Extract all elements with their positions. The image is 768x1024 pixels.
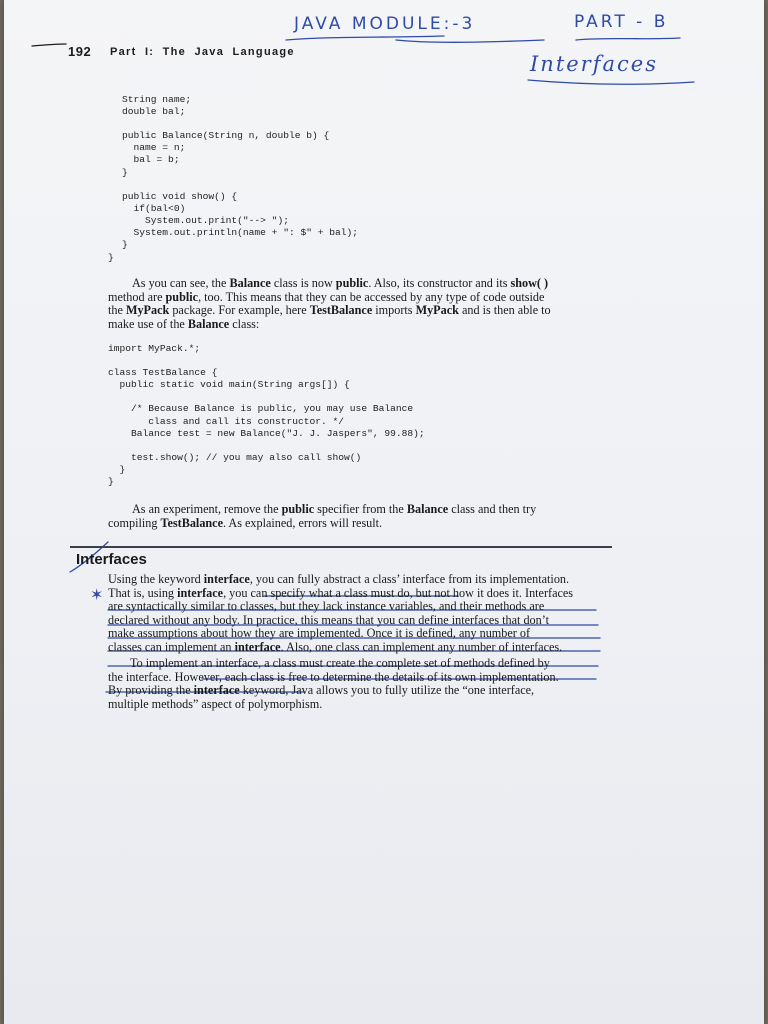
bold-term: interface xyxy=(177,585,224,600)
code-line: class TestBalance { xyxy=(108,367,218,379)
paragraph-interface-definition xyxy=(108,573,573,655)
paragraph-line: are syntactically similar to classes, but they lack instance variables, and their methods are xyxy=(108,599,545,614)
bold-term: Balance xyxy=(406,502,449,516)
paragraph-experiment xyxy=(108,503,536,530)
code-line xyxy=(108,391,425,403)
paragraph-implementing-interface xyxy=(108,657,559,711)
code-line: System.out.println(name + ": $" + bal); xyxy=(122,227,359,239)
code-line xyxy=(122,179,358,191)
code-line: double bal; xyxy=(122,106,186,118)
code-line: Balance test = new Balance("J. J. Jaspers", 99.88); xyxy=(108,427,425,439)
code-line: } xyxy=(108,463,126,475)
bold-term: show( ) xyxy=(510,276,549,290)
page-number: 192 xyxy=(68,44,92,59)
paragraph-line: make use of the Balance class: xyxy=(108,316,260,331)
code-line: System.out.print("--> "); xyxy=(122,214,289,226)
handwritten-subtitle: Interfaces xyxy=(530,52,658,76)
paragraph-line: classes can implement an interface. Also, one class can implement any number of interfaces. xyxy=(108,639,563,654)
paragraph-line: As an experiment, remove the public specifier from the Balance class and then try xyxy=(132,502,537,516)
paragraph-line: compiling TestBalance. As explained, errors will result. xyxy=(108,515,383,530)
bold-term: interface xyxy=(234,639,281,654)
bold-term: public xyxy=(335,276,369,290)
handwritten-part-label: PART - B xyxy=(574,12,669,32)
code-block-closing-brace: } xyxy=(108,252,114,263)
code-line xyxy=(108,355,425,367)
bold-term: TestBalance xyxy=(160,515,224,530)
bold-term: public xyxy=(165,289,199,304)
bold-term: public xyxy=(281,502,315,516)
bold-term: Balance xyxy=(229,276,271,290)
code-line: public static void main(String args[]) { xyxy=(108,379,350,391)
paragraph-line: the interface. However, each class is free to determine the details of its own implementation. xyxy=(108,669,559,684)
paragraph-line: By providing the interface keyword, Java allows you to fully utilize the “one interface, xyxy=(108,683,535,698)
code-line: public void show() { xyxy=(122,190,238,202)
paragraph-line: That is, using interface, you can specify what a class must do, but not how it does it. Interfaces xyxy=(108,585,574,600)
handwritten-star-icon: ✶ xyxy=(90,585,104,604)
code-block-test-balance xyxy=(108,343,425,488)
paragraph-balance-public xyxy=(108,277,551,331)
paragraph-line: declared without any body. In practice, this means that you can define interfaces that don’t xyxy=(108,612,549,627)
paragraph-line: To implement an interface, a class must create the complete set of methods defined by xyxy=(130,656,550,670)
handwritten-module-title: JAVA MODULE:-3 xyxy=(294,14,476,34)
code-line: public Balance(String n, double b) { xyxy=(122,130,330,142)
code-line: class and call its constructor. */ xyxy=(108,415,345,427)
bold-term: TestBalance xyxy=(309,303,373,318)
code-line: } xyxy=(108,476,114,488)
paragraph-line: Using the keyword interface, you can fully abstract a class’ interface from its implementation. xyxy=(108,572,570,586)
code-line: } xyxy=(122,239,128,251)
bold-term: Balance xyxy=(187,316,230,331)
paragraph-line: make assumptions about how they are implemented. Once it is defined, any number of xyxy=(108,626,531,641)
bold-term: interface xyxy=(203,572,250,586)
code-block-balance-class xyxy=(122,94,358,251)
code-line: } xyxy=(122,166,128,178)
code-line: if(bal<0) xyxy=(122,202,186,214)
paragraph-line: multiple methods” aspect of polymorphism. xyxy=(108,696,323,711)
section-rule xyxy=(70,546,612,548)
section-heading: Interfaces xyxy=(76,551,147,568)
code-line xyxy=(108,440,425,452)
code-line xyxy=(122,118,358,130)
paragraph-line: method are public, too. This means that they can be accessed by any type of code outside xyxy=(108,289,545,304)
bold-term: MyPack xyxy=(415,303,459,318)
code-line: test.show(); // you may also call show() xyxy=(108,451,362,463)
code-line: String name; xyxy=(122,94,192,105)
running-head: Part I: The Java Language xyxy=(110,46,295,58)
code-line: bal = b; xyxy=(122,154,180,166)
code-line: /* Because Balance is public, you may use Balance xyxy=(108,403,414,415)
paragraph-line: As you can see, the Balance class is now public. Also, its constructor and its show( ) xyxy=(132,276,549,290)
book-page xyxy=(4,0,764,1024)
paragraph-line: the MyPack package. For example, here TestBalance imports MyPack and is then able to xyxy=(108,303,551,318)
bold-term: interface xyxy=(193,683,240,698)
code-line: name = n; xyxy=(122,142,186,154)
bold-term: MyPack xyxy=(125,303,170,318)
code-line: import MyPack.*; xyxy=(108,343,201,354)
